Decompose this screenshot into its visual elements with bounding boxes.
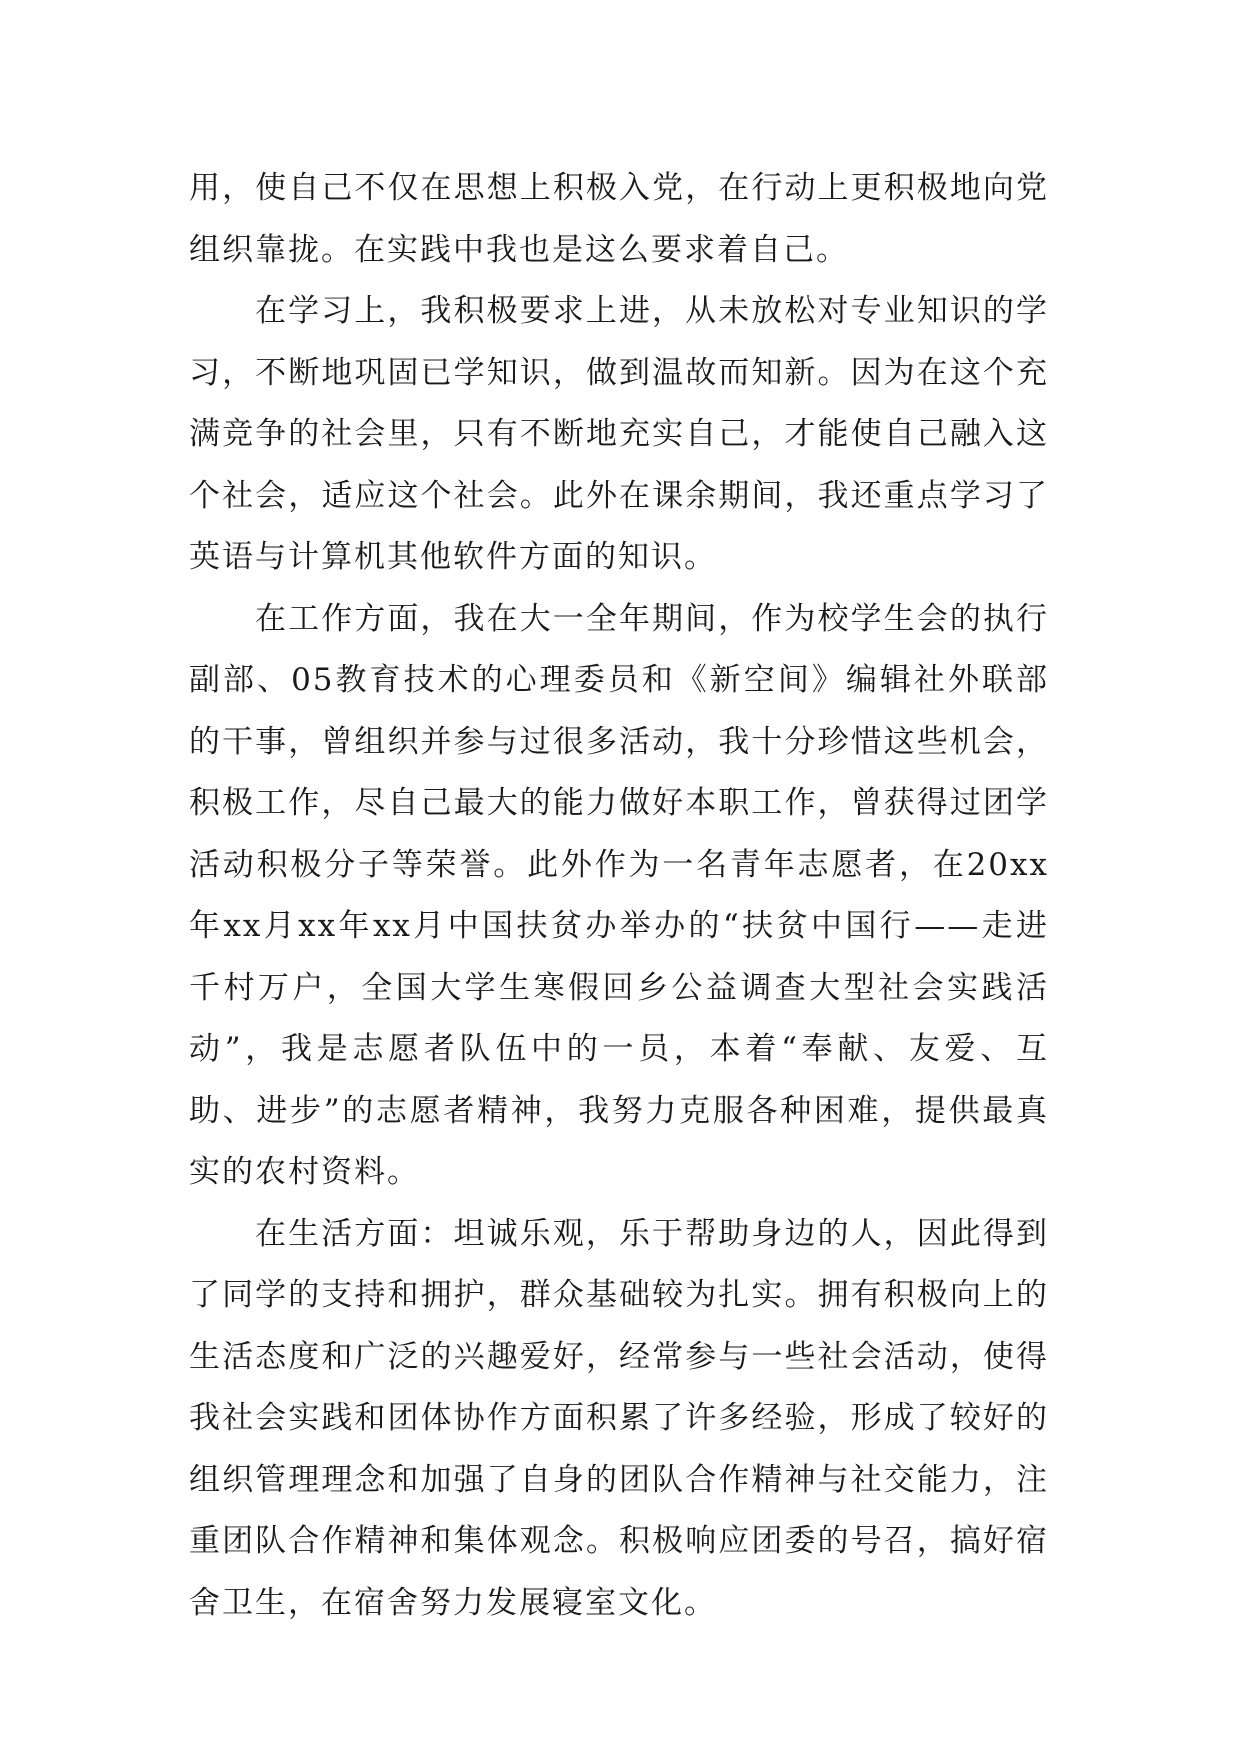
document-body xyxy=(189,158,1049,1634)
paragraph-study: 在学习上，我积极要求上进，从未放松对专业知识的学习，不断地巩固已学知识，做到温故而知新。因为在这个充满竞争的社会里，只有不断地充实自己，才能使自己融入这个社会，适应这个社会。此外在课余期间，我还重点学习了英语与计算机其他软件方面的知识。 xyxy=(189,293,1049,575)
paragraph-life: 在生活方面：坦诚乐观，乐于帮助身边的人，因此得到了同学的支持和拥护，群众基础较为扎实。拥有积极向上的生活态度和广泛的兴趣爱好，经常参与一些社会活动，使得我社会实践和团体协作方面积累了许多经验，形成了较好的组织管理理念和加强了自身的团队合作精神与社交能力，注重团队合作精神和集体观念。积极响应团委的号召，搞好宿舍卫生，在宿舍努力发展寝室文化。 xyxy=(189,1215,1049,1621)
paragraph-work: 在工作方面，我在大一全年期间，作为校学生会的执行副部、05教育技术的心理委员和《新空间》编辑社外联部的干事，曾组织并参与过很多活动，我十分珍惜这些机会，积极工作，尽自己最大的能力做好本职工作，曾获得过团学活动积极分子等荣誉。此外作为一名青年志愿者，在20xx年xx月xx年xx月中国扶贫办举办的“扶贫中国行——走进千村万户，全国大学生寒假回乡公益调查大型社会实践活动”，我是志愿者队伍中的一员，本着“奉献、友爱、互助、进步”的志愿者精神，我努力克服各种困难，提供最真实的农村资料。 xyxy=(189,600,1049,1190)
paragraph-party-membership: 用，使自己不仅在思想上积极入党，在行动上更积极地向党组织靠拢。在实践中我也是这么要求着自己。 xyxy=(189,170,1049,268)
